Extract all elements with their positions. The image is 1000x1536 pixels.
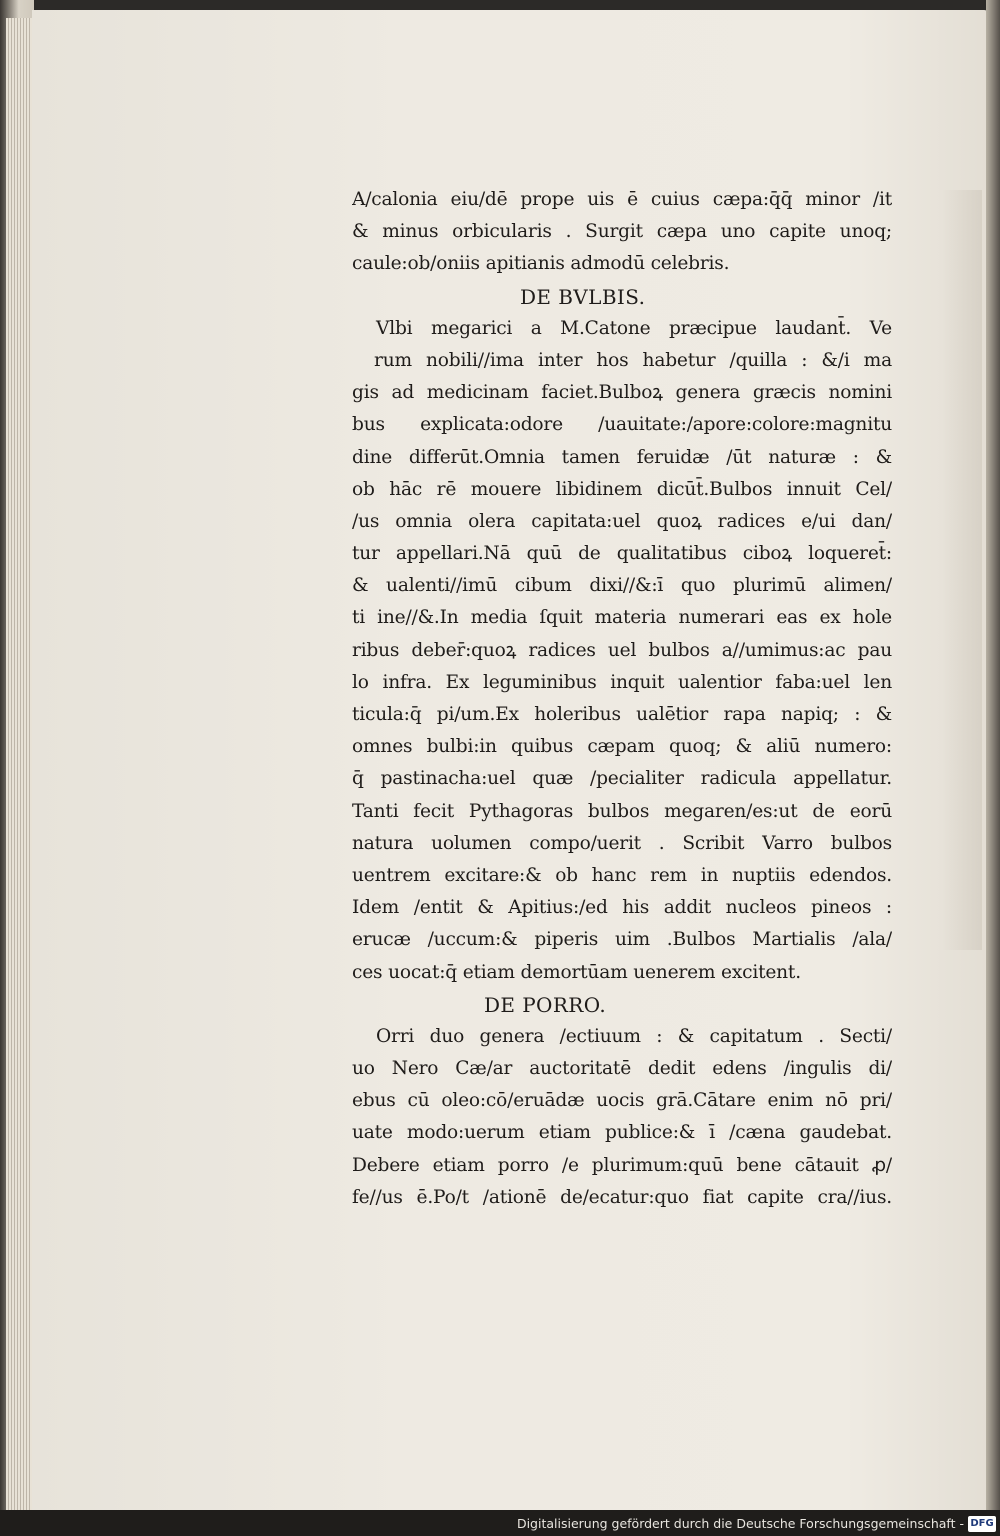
- text-line: ebus cū oleo:cō/eruādæ uocis grā.Cātare enim nō pri/: [352, 1090, 892, 1112]
- text-line: Tanti fecit Pythagoras bulbos megaren/es:ut de eorū: [352, 800, 892, 822]
- text-line: caule:ob/oniis apitianis admodū celebris.: [352, 253, 730, 275]
- text-line: ribus deber̄:quoꝝ radices uel bulbos a//umimus:ac pau: [352, 639, 892, 661]
- text-line: /us omnia olera capitata:uel quoꝝ radices e/ui dan/: [352, 510, 892, 532]
- section-heading-porro: DE PORRO.: [484, 992, 607, 1017]
- text-line: q̄ pastinacha:uel quæ /pecialiter radicula appellatur.: [352, 768, 892, 790]
- text-line: A/calonia eiu/dē prope uis ē cuius cæpa:q̄q̄ minor /it: [352, 189, 892, 210]
- text-line: & minus orbicularis . Surgit cæpa uno capite unoq;: [352, 221, 892, 243]
- text-line: Orri duo genera /ectiuum : & capitatum . Secti/: [376, 1025, 892, 1047]
- text-line: fe//us ē.Po/t /ationē de/ecatur:quo fiat capite cra//ius.: [352, 1186, 892, 1208]
- text-line: Idem /entit & Apitius:/ed his addit nucleos pineos :: [352, 897, 892, 919]
- text-line: uate modo:uerum etiam publice:& ī /cæna gaudebat.: [352, 1122, 892, 1144]
- text-line: ticula:q̄ pi/um.Ex holeribus ualētior rapa napiq; : &: [352, 704, 892, 725]
- text-line: Vlbi megarici a M.Catone præcipue laudant̄. Ve: [376, 317, 892, 339]
- text-column: [352, 184, 892, 1214]
- text-line: erucæ /uccum:& piperis uim .Bulbos Martialis /ala/: [352, 929, 892, 951]
- text-line: Debere etiam porro /e plurimum:quū bene cātauit ꝓ/: [352, 1154, 892, 1176]
- text-line: ob hāc rē mouere libidinem dicūt̄.Bulbos innuit Cel/: [352, 478, 892, 500]
- dfg-logo: DFG: [968, 1516, 996, 1532]
- text-line: rum nobili//ima inter hos habetur /quilla : &/i ma: [374, 349, 892, 371]
- page-stack-edge: [6, 18, 34, 1513]
- text-line: & ualenti//imū cibum dixi//&:ī quo plurimū alimen/: [352, 575, 892, 597]
- text-line: natura uolumen compo/uerit . Scribit Varro bulbos: [352, 832, 892, 854]
- text-line: tur appellari.Nā quū de qualitatibus ciboꝝ loqueret̄:: [352, 543, 892, 565]
- digitization-footer: [0, 1510, 1000, 1536]
- page-bleed-through: [942, 190, 982, 950]
- section-heading-bulbis: DE BVLBIS.: [520, 284, 646, 309]
- text-line: ces uocat:q̄ etiam demortūam uenerem excitent.: [352, 961, 801, 983]
- text-line: dine differūt.Omnia tamen feruidæ /ūt naturæ : &: [352, 446, 892, 468]
- text-line: bus explicata:odore /uauitate:/apore:colore:magnitu: [352, 414, 892, 436]
- text-line: gis ad medicinam faciet.Bulboꝝ genera græcis nomini: [352, 382, 892, 404]
- text-line: lo infra. Ex leguminibus inquit ualentior faba:uel len: [352, 671, 892, 693]
- book-right-shadow: [986, 0, 1000, 1536]
- funding-credit: Digitalisierung gefördert durch die Deutsche Forschungsgemeinschaft -: [516, 1516, 964, 1531]
- text-line: uo Nero Cæ/ar auctoritatē dedit edens /ingulis di/: [352, 1058, 892, 1080]
- text-line: ti ine//&.In media ſquit materia numerari eas ex hole: [352, 607, 892, 629]
- text-line: uentrem excitare:& ob hanc rem in nuptiis edendos.: [352, 864, 892, 886]
- text-line: omnes bulbi:in quibus cæpam quoq; & aliū numero:: [352, 736, 892, 758]
